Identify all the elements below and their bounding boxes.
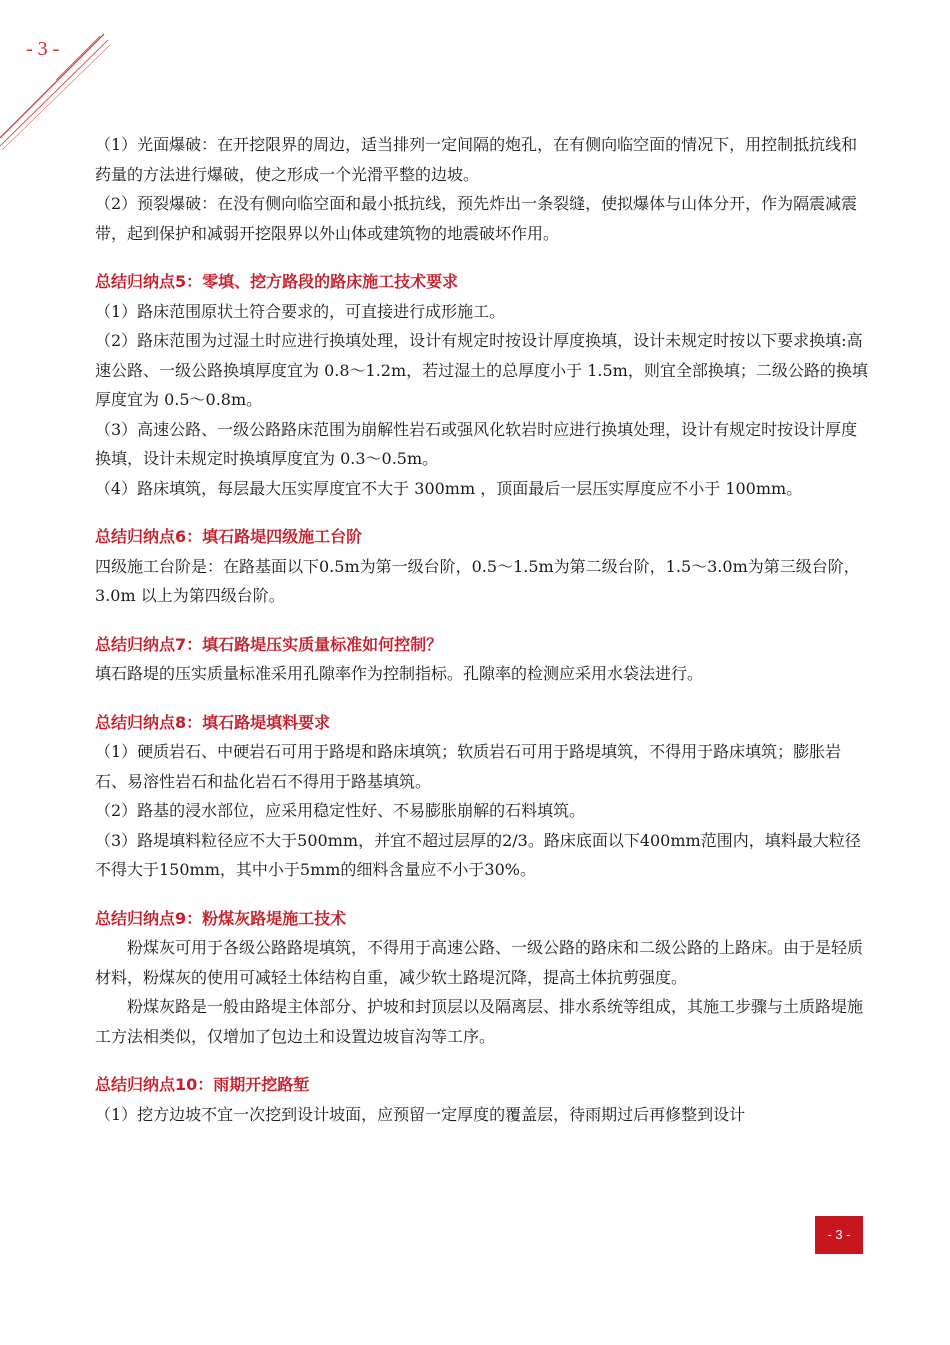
summary-section: [95, 1070, 870, 1129]
section-heading: 总结归纳点6：填石路堤四级施工台阶: [95, 527, 363, 546]
section-paragraph: （1）路床范围原状土符合要求的，可直接进行成形施工。: [95, 301, 506, 321]
section-paragraph: （1）挖方边坡不宜一次挖到设计坡面，应预留一定厚度的覆盖层，待雨期过后再修整到设计: [95, 1104, 746, 1124]
section-heading: 总结归纳点9：粉煤灰路堤施工技术: [95, 908, 347, 928]
header-page-number: - 3 -: [26, 38, 60, 60]
section-paragraph: 粉煤灰可用于各级公路路堤填筑，不得用于高速公路、一级公路的路床和二级公路的上路床。由于是轻质材料，粉煤灰的使用可减轻土体结构自重，减少软土路堤沉降，提高土体抗剪强度。: [95, 938, 864, 987]
section-paragraph: （2）路床范围为过湿土时应进行换填处理，设计有规定时按设计厚度换填，设计未规定时按以下要求换填:高速公路、一级公路换填厚度宜为 0.8～1.2m，若过湿土的总厚度小于 1.5m，则宜全部换填；二级公路的换填厚度宜为 0.5～0.8m。: [95, 331, 868, 409]
section-heading: 总结归纳点8：填石路堤填料要求: [95, 712, 331, 732]
summary-section: [95, 904, 870, 1052]
corner-decoration: [0, 0, 120, 150]
summary-section: [95, 522, 870, 611]
section-paragraph: （3）高速公路、一级公路路床范围为崩解性岩石或强风化软岩时应进行换填处理，设计有规定时按设计厚度换填，设计未规定时换填厚度宜为 0.3～0.5m。: [95, 419, 858, 468]
section-paragraph: （2）路基的浸水部位，应采用稳定性好、不易膨胀崩解的石料填筑。: [95, 801, 586, 820]
section-paragraph: 填石路堤的压实质量标准采用孔隙率作为控制指标。孔隙率的检测应采用水袋法进行。: [95, 664, 704, 683]
summary-section: [95, 708, 870, 885]
section-heading: 总结归纳点10：雨期开挖路堑: [95, 1075, 310, 1094]
section-paragraph: 粉煤灰路是一般由路堤主体部分、护坡和封顶层以及隔离层、排水系统等组成，其施工步骤与土质路堤施工方法相类似，仅增加了包边土和设置边坡盲沟等工序。: [95, 997, 864, 1046]
section-paragraph: （4）路床填筑，每层最大压实厚度宜不大于 300mm ，顶面最后一层压实厚度应不小于 100mm。: [95, 478, 803, 498]
sections-container: [95, 267, 870, 1129]
footer-page-badge: - 3 -: [815, 1216, 863, 1254]
document-body: [95, 130, 870, 1129]
summary-section: [95, 267, 870, 503]
intro-paragraph: （1）光面爆破：在开挖限界的周边，适当排列一定间隔的炮孔，在有侧向临空面的情况下，用控制抵抗线和药量的方法进行爆破，使之形成一个光滑平整的边坡。: [95, 135, 858, 184]
summary-section: [95, 630, 870, 689]
section-paragraph: （1）硬质岩石、中硬岩石可用于路堤和路床填筑；软质岩石可用于路堤填筑，不得用于路床填筑；膨胀岩石、易溶性岩石和盐化岩石不得用于路基填筑。: [95, 742, 842, 791]
intro-block: [95, 130, 870, 248]
section-heading: 总结归纳点5：零填、挖方路段的路床施工技术要求: [95, 272, 459, 291]
section-paragraph: 四级施工台阶是：在路基面以下0.5m为第一级台阶，0.5～1.5m为第二级台阶，1.5～3.0m为第三级台阶，3.0m 以上为第四级台阶。: [95, 556, 860, 605]
section-paragraph: （3）路堤填料粒径应不大于500mm，并宜不超过层厚的2/3。路床底面以下400mm范围内，填料最大粒径不得大于150mm，其中小于5mm的细料含量应不小于30%。: [95, 830, 861, 879]
section-heading: 总结归纳点7：填石路堤压实质量标准如何控制？: [95, 634, 443, 654]
intro-paragraph: （2）预裂爆破：在没有侧向临空面和最小抵抗线，预先炸出一条裂缝，使拟爆体与山体分开，作为隔震减震带，起到保护和减弱开挖限界以外山体或建筑物的地震破坏作用。: [95, 194, 858, 243]
